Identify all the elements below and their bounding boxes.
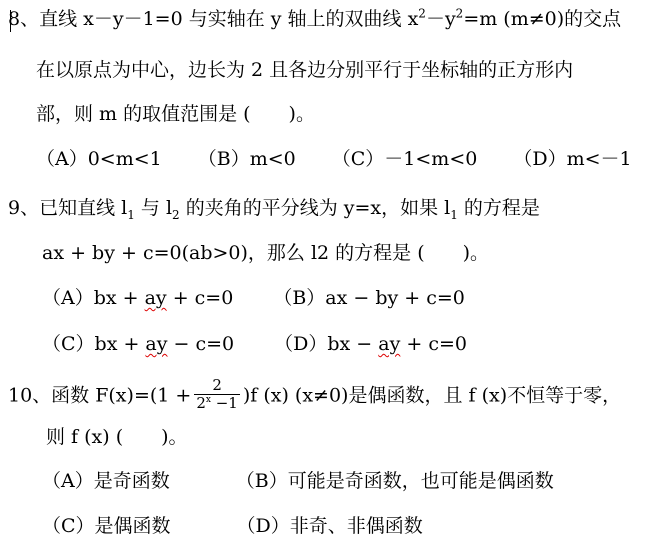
- q9-text: 与 l: [134, 197, 173, 219]
- fraction-denominator: $2^x -1$: [196, 394, 238, 412]
- q8-text: 8、直线 x－y－1=0 与实轴在 y 轴上的双曲线 x: [8, 8, 419, 30]
- q8-options: [36, 147, 632, 171]
- q10-line-2: 则 f (x) ( )。: [46, 426, 188, 448]
- superscript: 2: [418, 6, 426, 21]
- q8-option-b: （B）m<0: [197, 148, 296, 170]
- superscript: 2: [455, 6, 464, 21]
- q10-option-b: （B）可能是奇函数，也可能是偶函数: [235, 470, 554, 492]
- q8-text: －y: [425, 8, 456, 30]
- subscript: 1: [127, 207, 135, 222]
- q9-option-c: （C）bx + ay − c=0: [42, 333, 235, 355]
- q9-text: 的夹角的平分线为 y=x，如果 l: [179, 197, 451, 219]
- q8-option-d: （D）m<－1: [513, 148, 632, 170]
- fraction-numerator: 2: [212, 376, 222, 394]
- q9-line-2: ax + by + c=0(ab>0)，那么 l2 的方程是 ( )。: [42, 242, 490, 264]
- q8-line-1: [8, 7, 621, 31]
- q9-options-row-2: [42, 332, 467, 356]
- spellcheck-underline: ay: [378, 333, 401, 355]
- q8-line-2: 在以原点为中心，边长为 2 且各边分别平行于坐标轴的正方形内: [36, 59, 574, 81]
- q8-text: =m (m≠0)的交点: [463, 8, 622, 30]
- q8-line-3: 部，则 m 的取值范围是 ( )。: [36, 103, 315, 125]
- subscript: 2: [172, 207, 180, 222]
- subscript: 1: [450, 207, 458, 222]
- q9-option-a: （A）bx + ay + c=0: [42, 287, 234, 309]
- q10-option-c: （C）是偶函数: [42, 515, 171, 537]
- q8-option-a: （A）0<m<1: [36, 148, 162, 170]
- q10-option-a: （A）是奇函数: [42, 470, 170, 492]
- q9-text: 的方程是: [457, 197, 540, 219]
- q10-text: 10、函数 F(x)=(1 +: [8, 384, 192, 407]
- q9-option-b: （B）ax − by + c=0: [273, 287, 465, 309]
- q10-line-1: [8, 376, 622, 414]
- q9-line-1: [8, 196, 540, 220]
- q9-options-row-1: [42, 286, 465, 310]
- q9-text: 9、已知直线 l: [8, 197, 128, 219]
- spellcheck-underline: ay: [144, 287, 167, 309]
- spellcheck-underline: ay: [145, 333, 168, 355]
- q8-option-c: （C）－1<m<0: [331, 148, 478, 170]
- q10-option-d: （D）非奇、非偶函数: [236, 515, 423, 537]
- q10-options-row-1: [42, 469, 554, 493]
- q10-options-row-2: [42, 514, 423, 538]
- q10-text: )f (x) (x≠0)是偶函数，且 f (x)不恒等于零，: [242, 384, 622, 407]
- q9-option-d: （D）bx − ay + c=0: [274, 333, 467, 355]
- fraction: [194, 377, 240, 412]
